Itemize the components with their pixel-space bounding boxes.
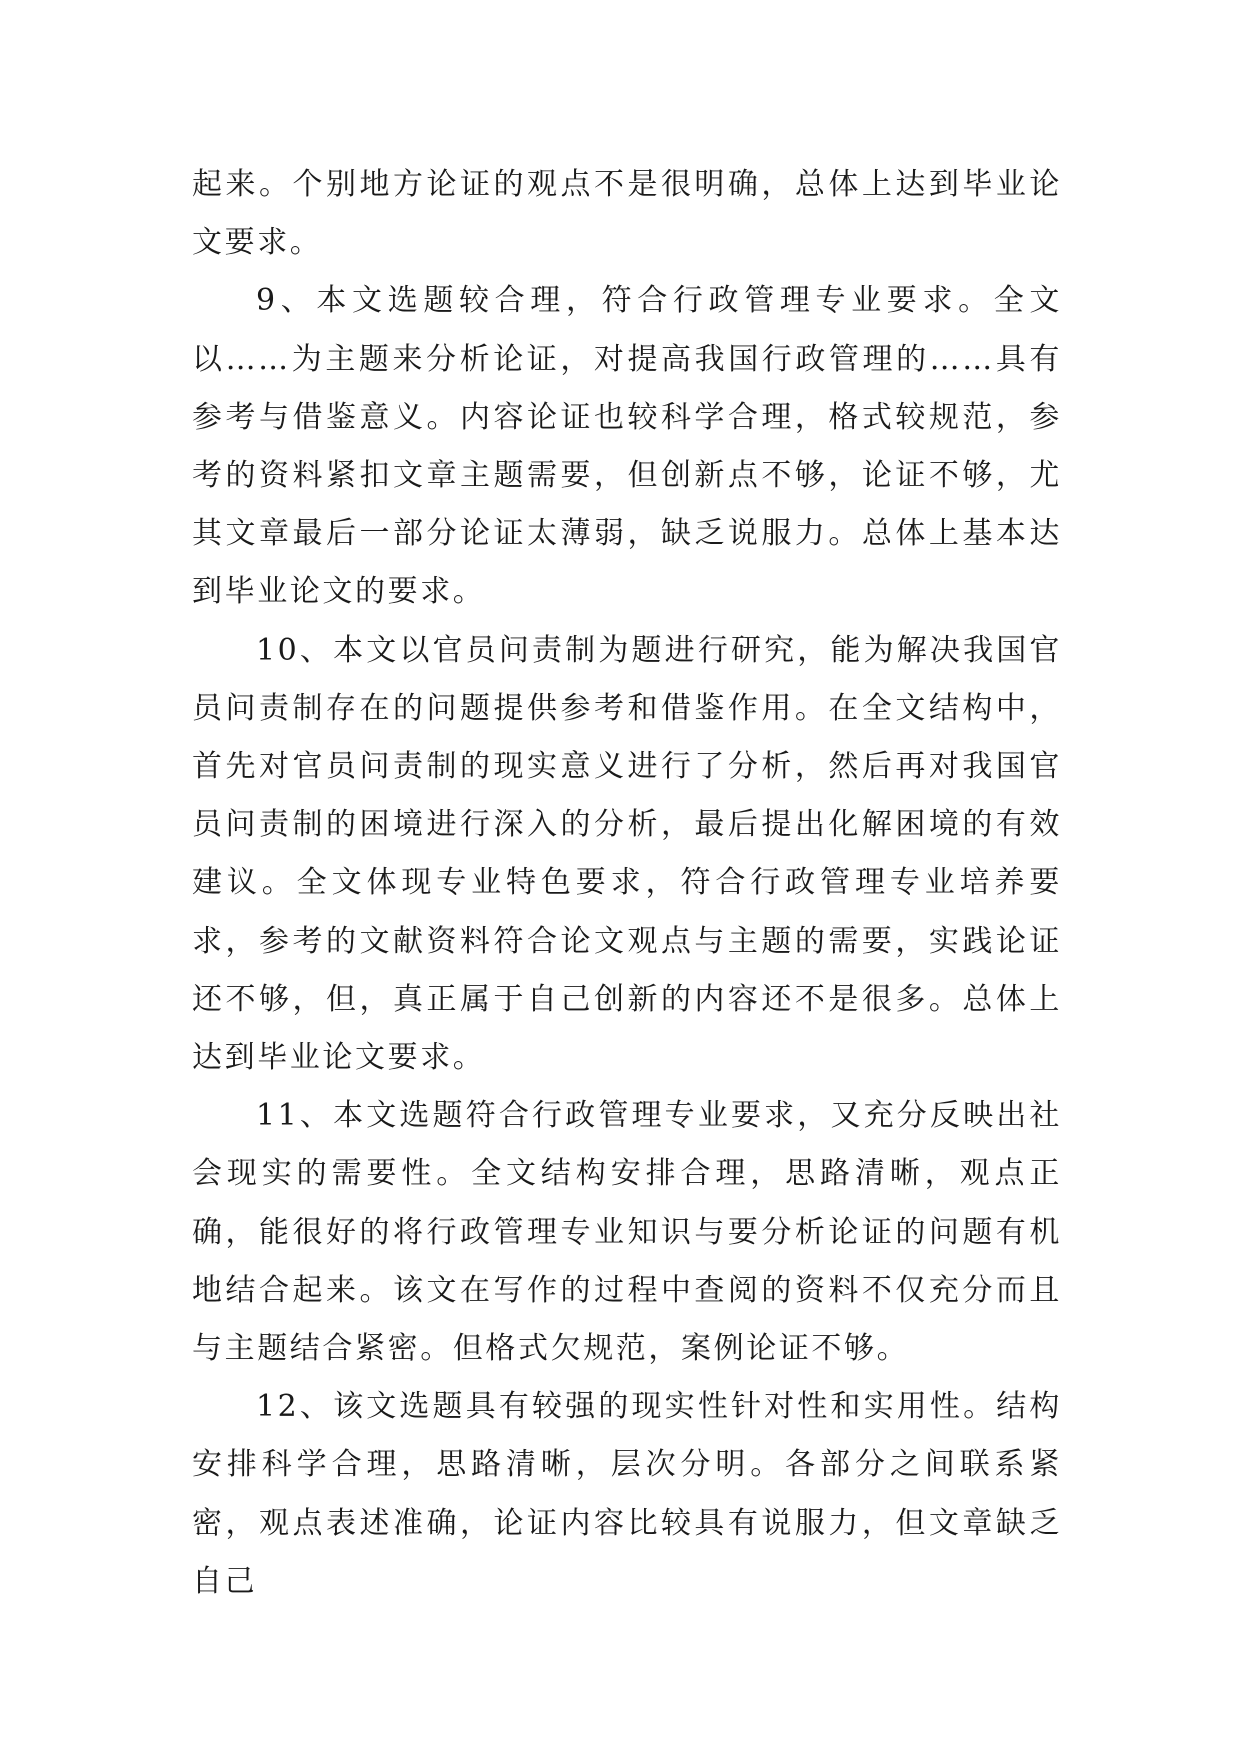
document-body <box>192 156 1062 1611</box>
paragraph-item-11: 11、本文选题符合行政管理专业要求，又充分反映出社会现实的需要性。全文结构安排合理，思路清晰，观点正确，能很好的将行政管理专业知识与要分析论证的问题有机地结合起来。该文在写作的过程中查阅的资料不仅充分而且与主题结合紧密。但格式欠规范，案例论证不够。 <box>192 1098 1062 1367</box>
paragraph-item-12: 12、该文选题具有较强的现实性针对性和实用性。结构安排科学合理，思路清晰，层次分明。各部分之间联系紧密，观点表述准确，论证内容比较具有说服力，但文章缺乏自己 <box>192 1389 1062 1599</box>
paragraph-item-9: 9、本文选题较合理，符合行政管理专业要求。全文以……为主题来分析论证，对提高我国行政管理的……具有参考与借鉴意义。内容论证也较科学合理，格式较规范，参考的资料紧扣文章主题需要，但创新点不够，论证不够，尤其文章最后一部分论证太薄弱，缺乏说服力。总体上基本达到毕业论文的要求。 <box>192 283 1062 610</box>
paragraph-continuation: 起来。个别地方论证的观点不是很明确，总体上达到毕业论文要求。 <box>192 167 1062 261</box>
paragraph-item-10: 10、本文以官员问责制为题进行研究，能为解决我国官员问责制存在的问题提供参考和借鉴作用。在全文结构中，首先对官员问责制的现实意义进行了分析，然后再对我国官员问责制的困境进行深入的分析，最后提出化解困境的有效建议。全文体现专业特色要求，符合行政管理专业培养要求，参考的文献资料符合论文观点与主题的需要，实践论证还不够，但，真正属于自己创新的内容还不是很多。总体上达到毕业论文要求。 <box>192 632 1062 1076</box>
